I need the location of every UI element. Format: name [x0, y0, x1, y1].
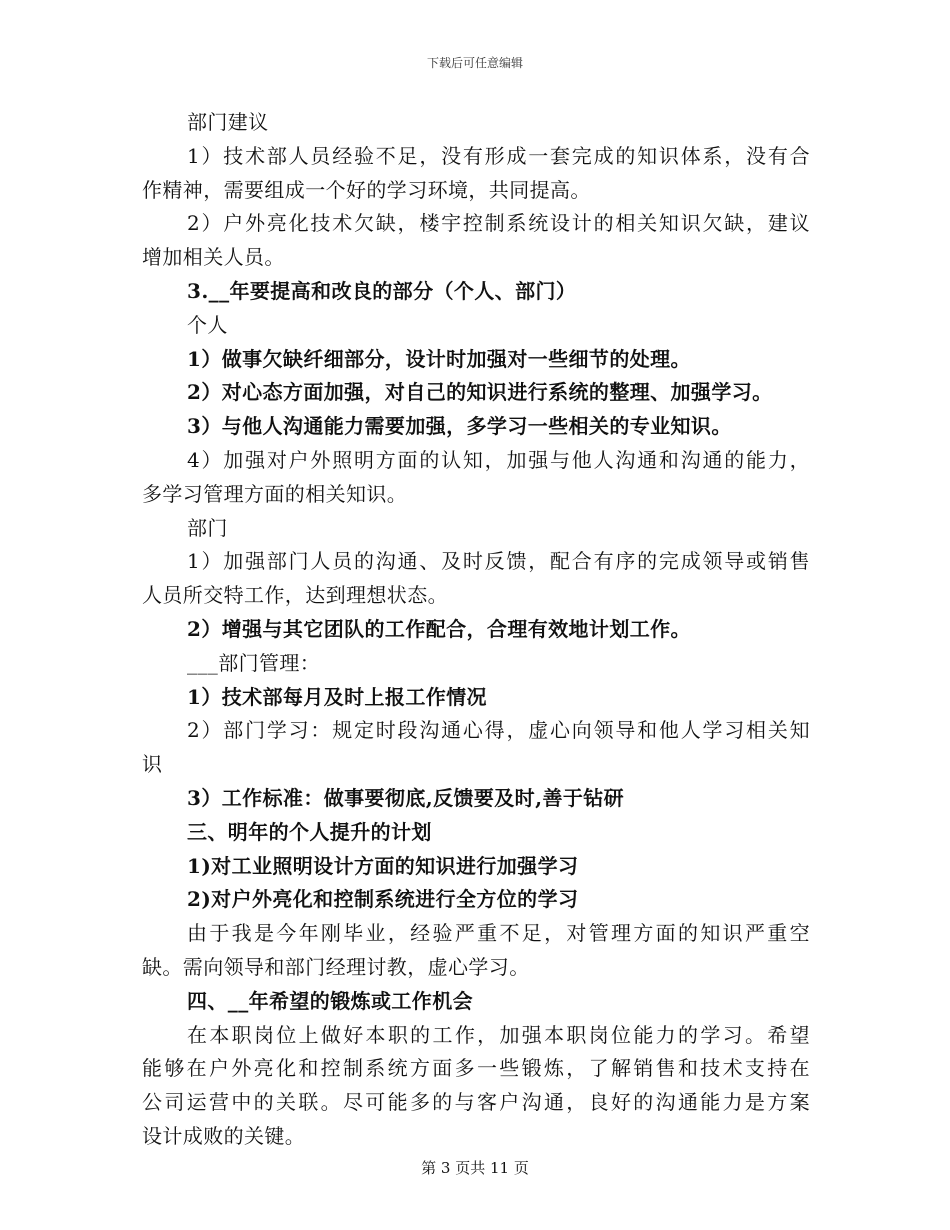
text-line: 在本职岗位上做好本职的工作，加强本职岗位能力的学习。希望 [187, 1022, 810, 1047]
text-line: 1）做事欠缺纤细部分，设计时加强对一些细节的处理。 [187, 346, 691, 371]
text-line: 能够在户外亮化和控制系统方面多一些锻炼，了解销售和技术支持在 [142, 1056, 810, 1081]
text-line: 1）技术部每月及时上报工作情况 [187, 684, 487, 709]
text-line: 四、__年希望的锻炼或工作机会 [187, 988, 473, 1013]
text-line: 缺。需向领导和部门经理讨教，虚心学习。 [142, 954, 530, 979]
text-line: 设计成败的关键。 [142, 1123, 306, 1148]
text-line: ___部门管理： [187, 650, 321, 675]
text-line: 1）技术部人员经验不足，没有形成一套完成的知识体系，没有合 [187, 143, 810, 168]
document-body [142, 106, 810, 1154]
text-line: 部门建议 [187, 110, 269, 134]
page-footer: 第 3 页共 11 页 [421, 1159, 529, 1177]
text-line: 多学习管理方面的相关知识。 [142, 481, 408, 506]
text-line: 1)对工业照明设计方面的知识进行加强学习 [187, 853, 579, 878]
text-line: 2）增强与其它团队的工作配合，合理有效地计划工作。 [187, 616, 691, 641]
text-line: 识 [142, 752, 163, 777]
text-line: 部门 [187, 515, 228, 540]
text-line: 三、明年的个人提升的计划 [187, 819, 432, 844]
text-line: 3.__年要提高和改良的部分（个人、部门） [187, 278, 577, 303]
text-line: 由于我是今年刚毕业，经验严重不足，对管理方面的知识严重空 [187, 921, 810, 946]
text-line: 4）加强对户外照明方面的认知，加强与他人沟通和沟通的能力， [187, 447, 810, 472]
text-line: 2）对心态方面加强，对自己的知识进行系统的整理、加强学习。 [187, 380, 773, 405]
text-line: 增加相关人员。 [142, 245, 285, 270]
text-line: 3）与他人沟通能力需要加强，多学习一些相关的专业知识。 [187, 414, 732, 439]
text-line: 2)对户外亮化和控制系统进行全方位的学习 [187, 887, 579, 912]
text-line: 人员所交特工作，达到理想状态。 [142, 583, 448, 608]
text-line: 2）户外亮化技术欠缺，楼宇控制系统设计的相关知识欠缺，建议 [187, 211, 810, 236]
page-header: 下载后可任意编辑 [426, 56, 523, 70]
text-line: 2）部门学习：规定时段沟通心得，虚心向领导和他人学习相关知 [187, 718, 810, 743]
text-line: 公司运营中的关联。尽可能多的与客户沟通，良好的沟通能力是方案 [142, 1090, 810, 1115]
text-line: 个人 [187, 312, 228, 337]
text-line: 1）加强部门人员的沟通、及时反馈，配合有序的完成领导或销售 [187, 549, 810, 574]
text-line: 作精神，需要组成一个好的学习环境，共同提高。 [142, 177, 591, 202]
text-line: 3）工作标准：做事要彻底,反馈要及时,善于钻研 [187, 785, 625, 810]
